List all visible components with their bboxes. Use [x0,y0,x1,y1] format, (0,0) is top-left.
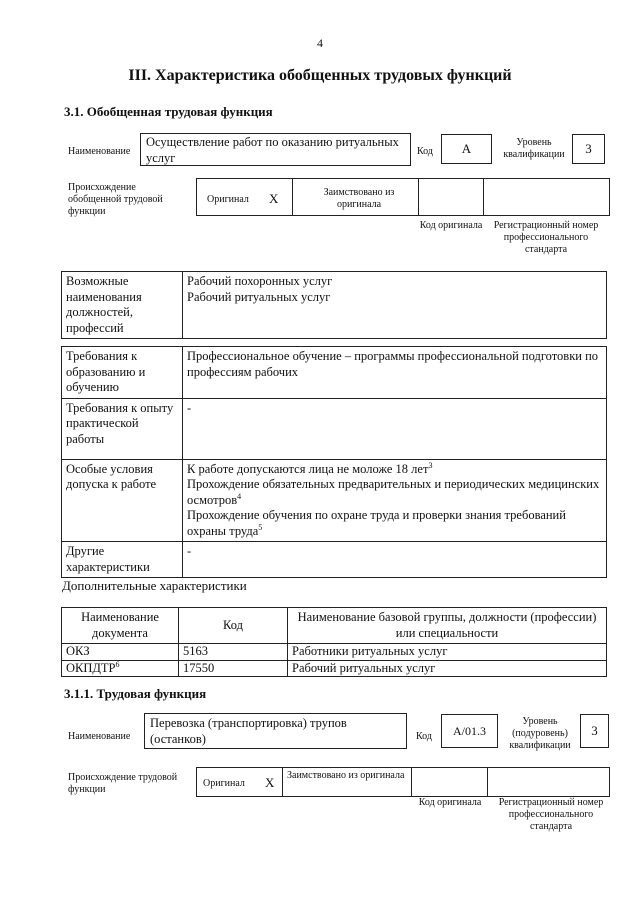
origin-table [196,178,610,216]
req-line: Прохождение обязательных предварительных и периодических медицинских осмотров [187,477,600,507]
code-cell: 17550 [179,660,288,677]
name-label: Наименование [68,146,131,157]
name-label: Наименование [68,731,131,742]
positions-label: Возможные наименования должностей, профессий [62,272,183,339]
req-value: Профессиональное обучение – программы профессиональной подготовки по профессиям рабочих [183,347,607,399]
req-line: К работе допускаются лица не моложе 18 лет [187,461,429,476]
requirements-table [61,346,607,578]
borrowed-label: Заимствовано из оригинала [287,770,405,781]
code-value: A/01.3 [441,714,498,748]
origin-table [196,767,610,797]
code-original-caption: Код оригинала [419,220,483,231]
code-label: Код [416,731,432,742]
level-label: Уровень квалификации [503,137,565,160]
reg-number-caption: Регистрационный номер профессионального стандарта [498,797,604,832]
table-row [62,644,607,661]
page-title: III. Характеристика обобщенных трудовых функций [128,67,512,84]
additional-table [61,607,607,677]
table-row [62,660,607,677]
footnote-ref: 4 [237,491,242,501]
function-name-value: Осуществление работ по оказанию ритуальных услуг [140,133,411,166]
name-cell: Рабочий ритуальных услуг [288,660,607,677]
req-label: Другие характеристики [62,542,183,578]
section-title: 3.1. Обобщенная трудовая функция [64,104,273,119]
additional-title: Дополнительные характеристики [62,578,247,593]
req-line: Прохождение обучения по охране труда и проверки знания требований охраны труда [187,508,566,538]
level-label: Уровень (подуровень) квалификации [509,716,571,751]
level-value: 3 [572,134,605,164]
original-label: Оригинал [207,194,249,205]
origin-label: Происхождение трудовой функции [68,772,178,795]
footnote-ref: 6 [115,659,120,669]
req-label: Требования к образованию и обучению [62,347,183,399]
header-code: Код [179,608,288,644]
positions-values [183,272,607,339]
doc-cell: ОКЗ [66,644,90,658]
req-label: Особые условия допуска к работе [62,459,183,542]
reg-number-caption: Регистрационный номер профессионального стандарта [493,220,599,255]
page-number: 4 [317,36,323,50]
code-value: А [441,134,492,164]
position-item: Рабочий ритуальных услуг [187,289,331,304]
req-value: - [183,398,607,459]
footnote-ref: 3 [428,460,433,470]
original-mark: X [265,775,275,790]
origin-label: Происхождение обобщенной трудовой функции [68,182,163,217]
header-doc: Наименование документа [62,608,179,644]
original-mark: X [269,191,279,206]
section-title: 3.1.1. Трудовая функция [64,686,207,701]
header-name: Наименование базовой группы, должности (профессии) или специальности [288,608,607,644]
code-cell: 5163 [179,644,288,661]
req-value: - [183,542,607,578]
footnote-ref: 5 [258,522,263,532]
function-name-value: Перевозка (транспортировка) трупов (останков) [144,713,407,749]
code-label: Код [417,146,433,157]
level-value: 3 [580,714,609,748]
position-item: Рабочий похоронных услуг [187,274,333,288]
req-value [183,459,607,542]
name-cell: Работники ритуальных услуг [288,644,607,661]
borrowed-label: Заимствовано из оригинала [323,187,395,210]
doc-cell: ОКПДТР [66,660,116,675]
code-original-caption: Код оригинала [418,797,482,808]
positions-table [61,271,607,339]
req-label: Требования к опыту практической работы [62,398,183,459]
original-label: Оригинал [203,778,245,789]
